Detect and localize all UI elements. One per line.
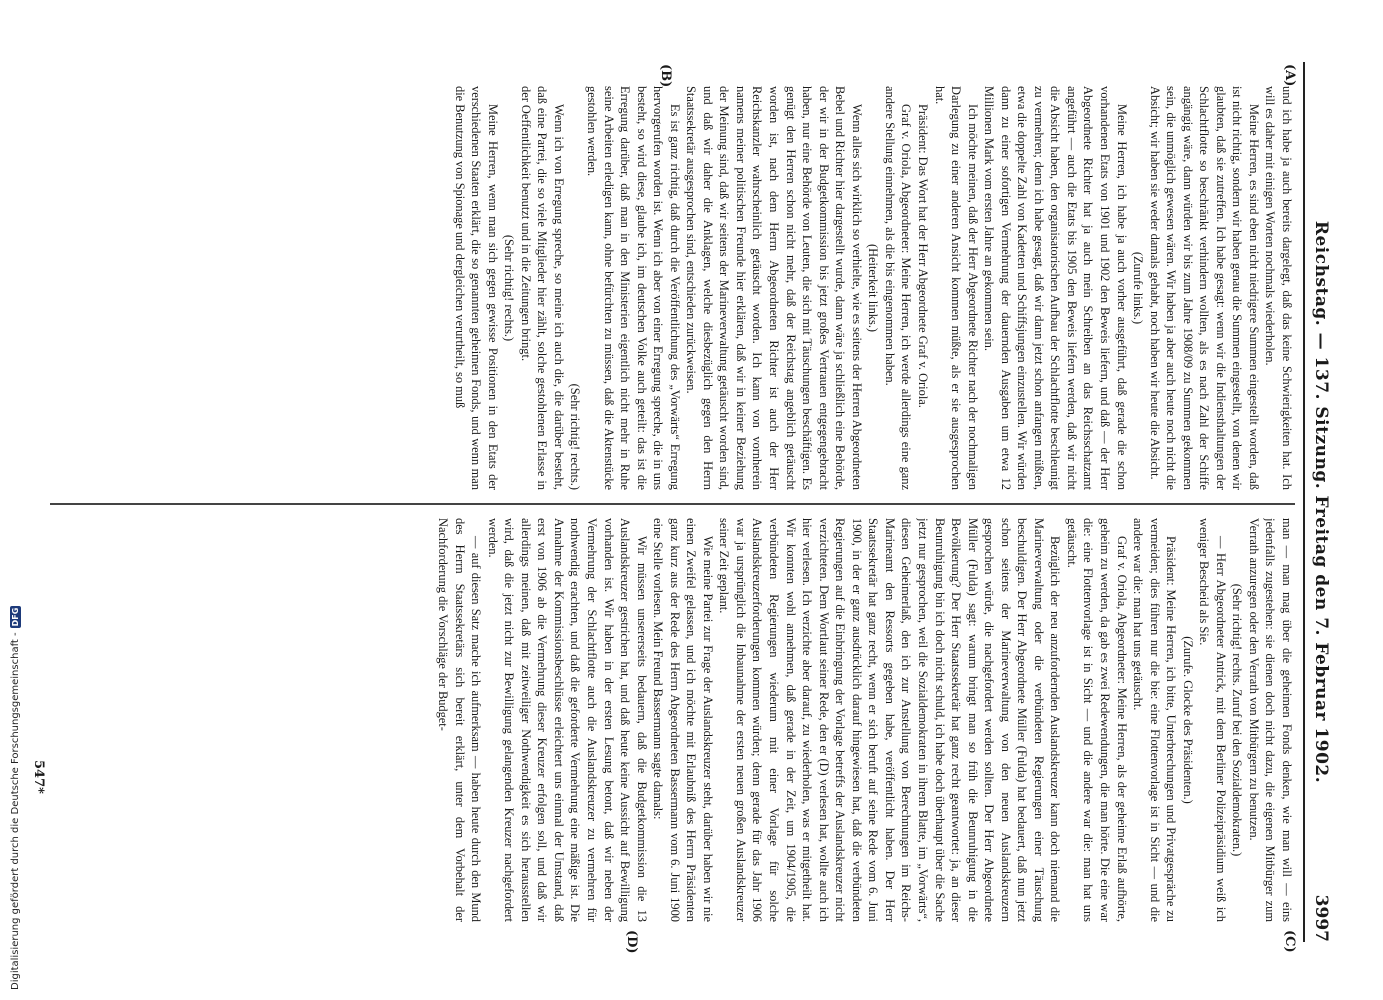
paragraph: Wie meine Partei zur Frage der Auslandskreuzer steht, darüber haben wir nie einen Zweifel gelassen, und ich möchte mit Erlaubniß des Herrn Präsidenten ganz kurz aus der Rede des Herrn Abgeordneten Bassermann vom 6. Juni 1900 eine Stelle vorlesen. Mein Freund Bassermann sagte damals: xyxy=(651,518,715,922)
margin-marker-a: (A) xyxy=(1282,64,1297,87)
dfg-logo: DFG xyxy=(10,607,20,627)
interjection: (Sehr richtig! rechts.) xyxy=(568,383,583,490)
paragraph: Wenn ich von Erregung spreche, so meine ich auch die, die darüber besteht, daß eine Partei, die so viele Mitglieder hier zählt, solche gestohlenen Erlasse in der Oeffentlichkeit benutzt und in die Zeitungen bringt. xyxy=(518,86,566,490)
margin-marker-d: (D) xyxy=(624,930,639,954)
right-text-column xyxy=(50,518,1295,922)
digitization-note: Digitalisierung gefördert durch die Deutsche Forschungsgemeinschaft - xyxy=(9,632,21,990)
paragraph: Graf v. Oriola, Abgeordneter: Meine Herren, ich werde allerdings eine ganz andere Stellung einnehmen, als die bis eingenommen haben. xyxy=(882,86,914,490)
paragraph: Meine Herren, es sind eben nicht niedrigere Summen eingestellt worden, daß ist nicht richtig, sondern wir haben genau die Summen eingestellt, von denen wir glaubten, daß sie zutreffen. Ich habe gesagt: wenn wir die Indiensthaltungen der Schlachtflotte so beschränkt verhindern wollten, als es nach Zahl der Schiffe angängig wäre, dann würden wir bis zum Jahre 1908/09 zu Summen gekommen sein, die unmöglich gewesen wären. Wir haben ja aber auch heute noch nicht die Absicht; wir haben sie weder damals gehabt, noch haben wir heute die Absicht. xyxy=(1147,86,1261,490)
margin-marker-c: (C) xyxy=(1282,930,1297,953)
paragraph: Wir müssen unsererseits bedauern, daß die Budgetkommission die 13 Auslandskreuzer gestrichen hat, und daß heute keine Aussicht auf Bewilligung vorhanden ist. Wir haben in der ersten Lesung betont, daß wir neben der Vermehrung der Schlachtflotte auch die Auslandskreuzer zu vermehren für nothwendig erachten, und daß die geforderte Vermehrung eine mäßige ist. Die Annahme der Kommissionsbeschlüsse erleichtert uns einmal der Umstand, daß erst von 1906 ab die Vermehrung dieser Kreuzer erfolgen soll, und daß wir allerdings meinen, daß mit zeitweiliger Nothwendigkeit es sich herausstellen wird, daß die jetzt nicht zur Bewilligung gelangenden Kreuzer nachgefordert werden. xyxy=(485,518,649,922)
paragraph: Meine Herren, wenn man sich gegen gewisse Positionen in den Etats der verschiedenen Staaten erklärt, die so genannten geheimen Fonds, und wenn man die Benutzung von Spionage und dergleichen verurtheilt, so muß xyxy=(452,86,500,490)
paragraph: — Herr Abgeordneter Antrick, mit dem Berliner Polizeipräsidium weiß ich weniger Bescheid als Sie. xyxy=(1197,518,1228,922)
page-number: 3997 xyxy=(1311,894,1331,942)
paragraph: man — man mag über die geheimen Fonds denken, wie man will — eins jedenfalls zugestehen: sie dienen doch nicht dazu, die eigenen Mitbürger zum Verrath anzuregen oder den Verrath von Mitbürgern zu benutzen. xyxy=(1246,518,1294,922)
column-divider xyxy=(50,503,1295,505)
paragraph: — auf diesen Satz mache ich aufmerksam — haben heute durch den Mund des Herrn Staatssekretärs sich bereit erklärt, unter dem Vorbehalt der Nachforderung die Vorschläge der Budget- xyxy=(436,518,484,922)
interjection: (Heiterkeit links.) xyxy=(866,243,881,333)
left-text-column xyxy=(50,86,1295,490)
page-header-title: Reichstag. — 137. Sitzung. Freitag den 7. Februar 1902. xyxy=(1311,220,1331,784)
interjection: (Sehr richtig! rechts. Zuruf bei den Sozialdemokraten.) xyxy=(1230,583,1245,857)
paragraph: Bezüglich der neu anzufordernden Auslandskreuzer kann doch niemand die Marineverwaltung oder die verbündeten Regierungen einer Täuschung beschuldigen. Der Herr Abgeordnete Müller (Fulda) hat bedauert, daß nun jetzt schon seitens der Marineverwaltung von den neuen Auslandskreuzern gesprochen würde, die nachgefordert werden sollten. Der Herr Abgeordnete Müller (Fulda) sagt: warum bringt man so früh die Beunruhigung in die Bevölkerung? Der Herr Staatssekretär hat ganz recht geantwortet: ja, an dieser Beunruhigung bin ich doch nicht schuld, ich habe doch überhaupt über die Sache jetzt nur gesprochen, weil die Sozialdemokraten in ihrem Blatte, im „Vorwärts“, diesen Geheimerlaß, den ich zur Anstellung von Berechnungen im Reichs-Marineamt den Ressorts gegeben habe, veröffentlicht haben. Der Herr Staatssekretär hat ganz recht, wenn er sich beruft auf seine Rede vom 6. Juni 1900, in der er ganz ausdrücklich darauf hingewiesen hat, daß die verbündeten Regierungen auf die Einbringung der Vorlage betreffs der Auslandskreuzer nicht verzichteten. Dem Wortlaut seiner Rede, den er (D) verlesen hat, wollte auch ich hier verlesen. Ich verzichte aber darauf, zu wiederholen, was er mitgetheilt hat. Wir konnten wohl annehmen, daß gerade in der Zeit, um 1904/1905, die verbündeten Regierungen wiederum mit einer Vorlage für solche Auslandskreuzerforderungen kommen würden; denn gerade für das Jahr 1906 war ja ursprünglich die Inbaunahme der ersten neuen großen Auslandskreuzer seiner Zeit geplant. xyxy=(717,518,1063,922)
interjection: (Zurufe links.) xyxy=(1131,251,1146,325)
paragraph: Ich möchte meinen, daß der Herr Abgeordnete Richter nach der nochmaligen Darlegung zu einer anderen Ansicht kommen müßte, als er sie ausgesprochen hat. xyxy=(932,86,980,490)
paragraph: Meine Herren, ich habe ja auch vorher ausgeführt, daß gerade die schon vorhandenen Etats von 1901 und 1902 den Beweis liefern, und daß — der Herr Abgeordnete Richter hat ja auch mein Schreiben an das Reichsschatzamt angeführt — auch die Etats bis 1905 den Beweis liefern werden, daß wir nicht die Absicht haben, den organisatorischen Aufbau der Schlachtflotte beschleunigt zu vermehren; denn ich habe gesagt, daß wir dann jetzt schon anfangen müßten, etwa die doppelte Zahl von Kadetten und Schiffsjungen einzustellen. Wir würden dann zu einer sofortigen Vermehrung der dauernden Ausgaben um etwa 12 Millionen Mark vom ersten Jahre an gekommen sein. xyxy=(982,86,1129,490)
paragraph: und ich habe ja auch bereits dargelegt, daß das keine Schwierigkeiten hat. Ich will es daher mit einigen Worten nochmals wiederholen. xyxy=(1263,86,1294,490)
digitization-footer xyxy=(6,606,24,990)
paragraph: Wenn alles sich wirklich so verhielte, wie es seitens der Herren Abgeordneten Bebel und Richter hier dargestellt wurde, dann wäre ja schließlich eine Behörde, der wir in der Budgetkommission bis jetzt großes Vertrauen entgegengebracht haben, nur eine Behörde von Leuten, die sich mit Täuschungen beschäftigen. Es genügt den Herren schon nicht mehr, daß der Reichstag angeblich getäuscht worden ist, nach dem Herrn Abgeordneten Richter ist auch der Herr Reichskanzler wahrscheinlich getäuscht worden. Ich kann von vornherein namens meiner politischen Freunde hier erklären, daß wir in keiner Beziehung der Meinung sind, daß wir seitens der Marineverwaltung getäuscht worden sind, und daß wir daher die Anklagen, welche diesbezüglich gegen den Herrn Staatssekretär ausgesprochen sind, entschieden zurückweisen. xyxy=(684,86,864,490)
page-header xyxy=(1303,62,1333,942)
paragraph: Es ist ganz richtig, daß durch die Veröffentlichung des „Vorwärts“ Erregung hervorgerufen worden ist. Wenn ich aber von einer Erregung spreche, die in uns besteht, so wird diese, glaube ich, im deutschen Volke auch geteilt: das ist die Erregung darüber, daß man in den Ministerien eigentlich nicht mehr in Ruhe seine Arbeiten erledigen kann, ohne befürchten zu müssen, daß die Aktenstücke gestohlen werden. xyxy=(585,86,682,490)
margin-marker-b: (B) xyxy=(658,64,673,88)
interjection: (Sehr richtig! rechts.) xyxy=(502,234,517,342)
paragraph: Graf v. Oriola, Abgeordneter: Meine Herren, als der geheime Erlaß aufhörte, geheim zu werden, da gab es zwei Redewendungen, die man hörte. Die eine war die: eine Flottenvorlage ist in Sicht — und die andere war die: man hat uns getäuscht. xyxy=(1064,518,1129,922)
paragraph: Präsident: Meine Herren, ich bitte, Unterbrechungen und Privatgespräche zu vermeiden; dies führen nur die bie: eine Flottenvorlage ist in Sicht — und die andere war die: man hat uns getäuscht. xyxy=(1131,518,1179,922)
signature-number: 547* xyxy=(31,760,46,794)
interjection: (Zurufe. Glocke des Präsidenten.) xyxy=(1180,636,1195,804)
paragraph: Präsident: Das Wort hat der Herr Abgeordnete Graf v. Oriola. xyxy=(915,104,930,408)
